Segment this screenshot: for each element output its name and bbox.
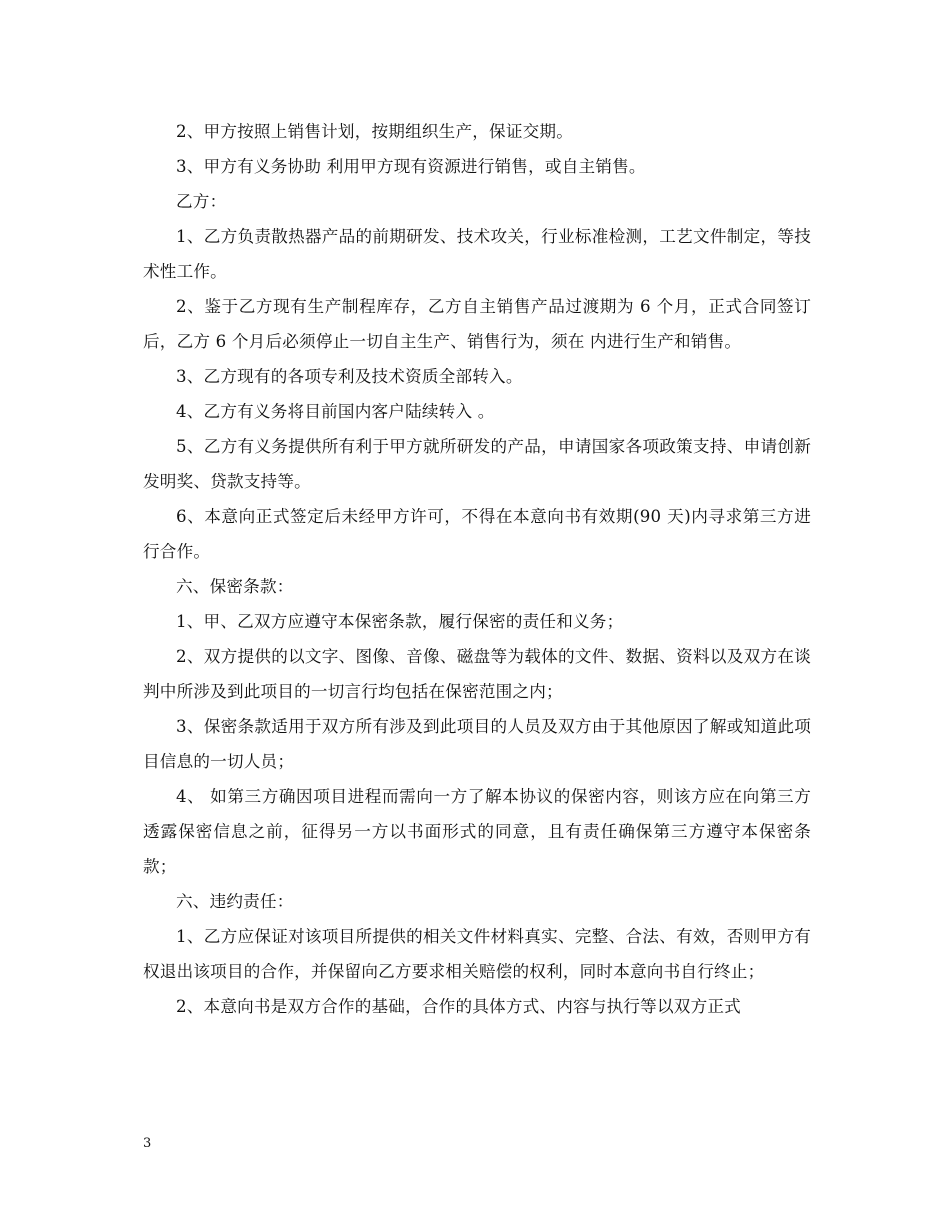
paragraph: 3、甲方有义务协助 利用甲方现有资源进行销售，或自主销售。 [176, 157, 646, 176]
section-heading: 乙方： [176, 192, 227, 211]
section-heading: 六、保密条款： [176, 577, 294, 596]
paragraph: 1、甲、乙双方应遵守本保密条款，履行保密的责任和义务； [176, 612, 624, 631]
paragraph: 5、乙方有义务提供所有利于甲方就所研发的产品，申请国家各项政策支持、申请创新发明奖、贷款支持等。 [143, 437, 811, 491]
paragraph: 4、乙方有义务将目前国内客户陆续转入 。 [176, 402, 495, 421]
paragraph: 2、鉴于乙方现有生产制程库存，乙方自主销售产品过渡期为 6 个月，正式合同签订后，乙方 6 个月后必须停止一切自主生产、销售行为，须在 内进行生产和销售。 [143, 297, 811, 351]
paragraph: 1、乙方负责散热器产品的前期研发、技术攻关，行业标准检测，工艺文件制定，等技术性工作。 [143, 227, 811, 281]
paragraph: 2、甲方按照上销售计划，按期组织生产，保证交期。 [176, 122, 574, 141]
paragraph: 2、双方提供的以文字、图像、音像、磁盘等为载体的文件、数据、资料以及双方在谈判中所涉及到此项目的一切言行均包括在保密范围之内； [143, 647, 811, 701]
paragraph: 6、本意向正式签定后未经甲方许可，不得在本意向书有效期(90 天)内寻求第三方进行合作。 [143, 507, 811, 561]
page-number: 3 [143, 1136, 152, 1151]
paragraph: 3、乙方现有的各项专利及技术资质全部转入。 [176, 367, 523, 386]
document-body [143, 114, 811, 1024]
paragraph: 2、本意向书是双方合作的基础，合作的具体方式、内容与执行等以双方正式 [176, 997, 741, 1016]
paragraph: 4、 如第三方确因项目进程而需向一方了解本协议的保密内容，则该方应在向第三方透露保密信息之前，征得另一方以书面形式的同意，且有责任确保第三方遵守本保密条款； [143, 787, 811, 876]
paragraph: 1、乙方应保证对该项目所提供的相关文件材料真实、完整、合法、有效，否则甲方有权退出该项目的合作，并保留向乙方要求相关赔偿的权利，同时本意向书自行终止； [143, 927, 811, 981]
paragraph: 3、保密条款适用于双方所有涉及到此项目的人员及双方由于其他原因了解或知道此项目信息的一切人员； [143, 717, 811, 771]
section-heading: 六、违约责任： [176, 892, 294, 911]
